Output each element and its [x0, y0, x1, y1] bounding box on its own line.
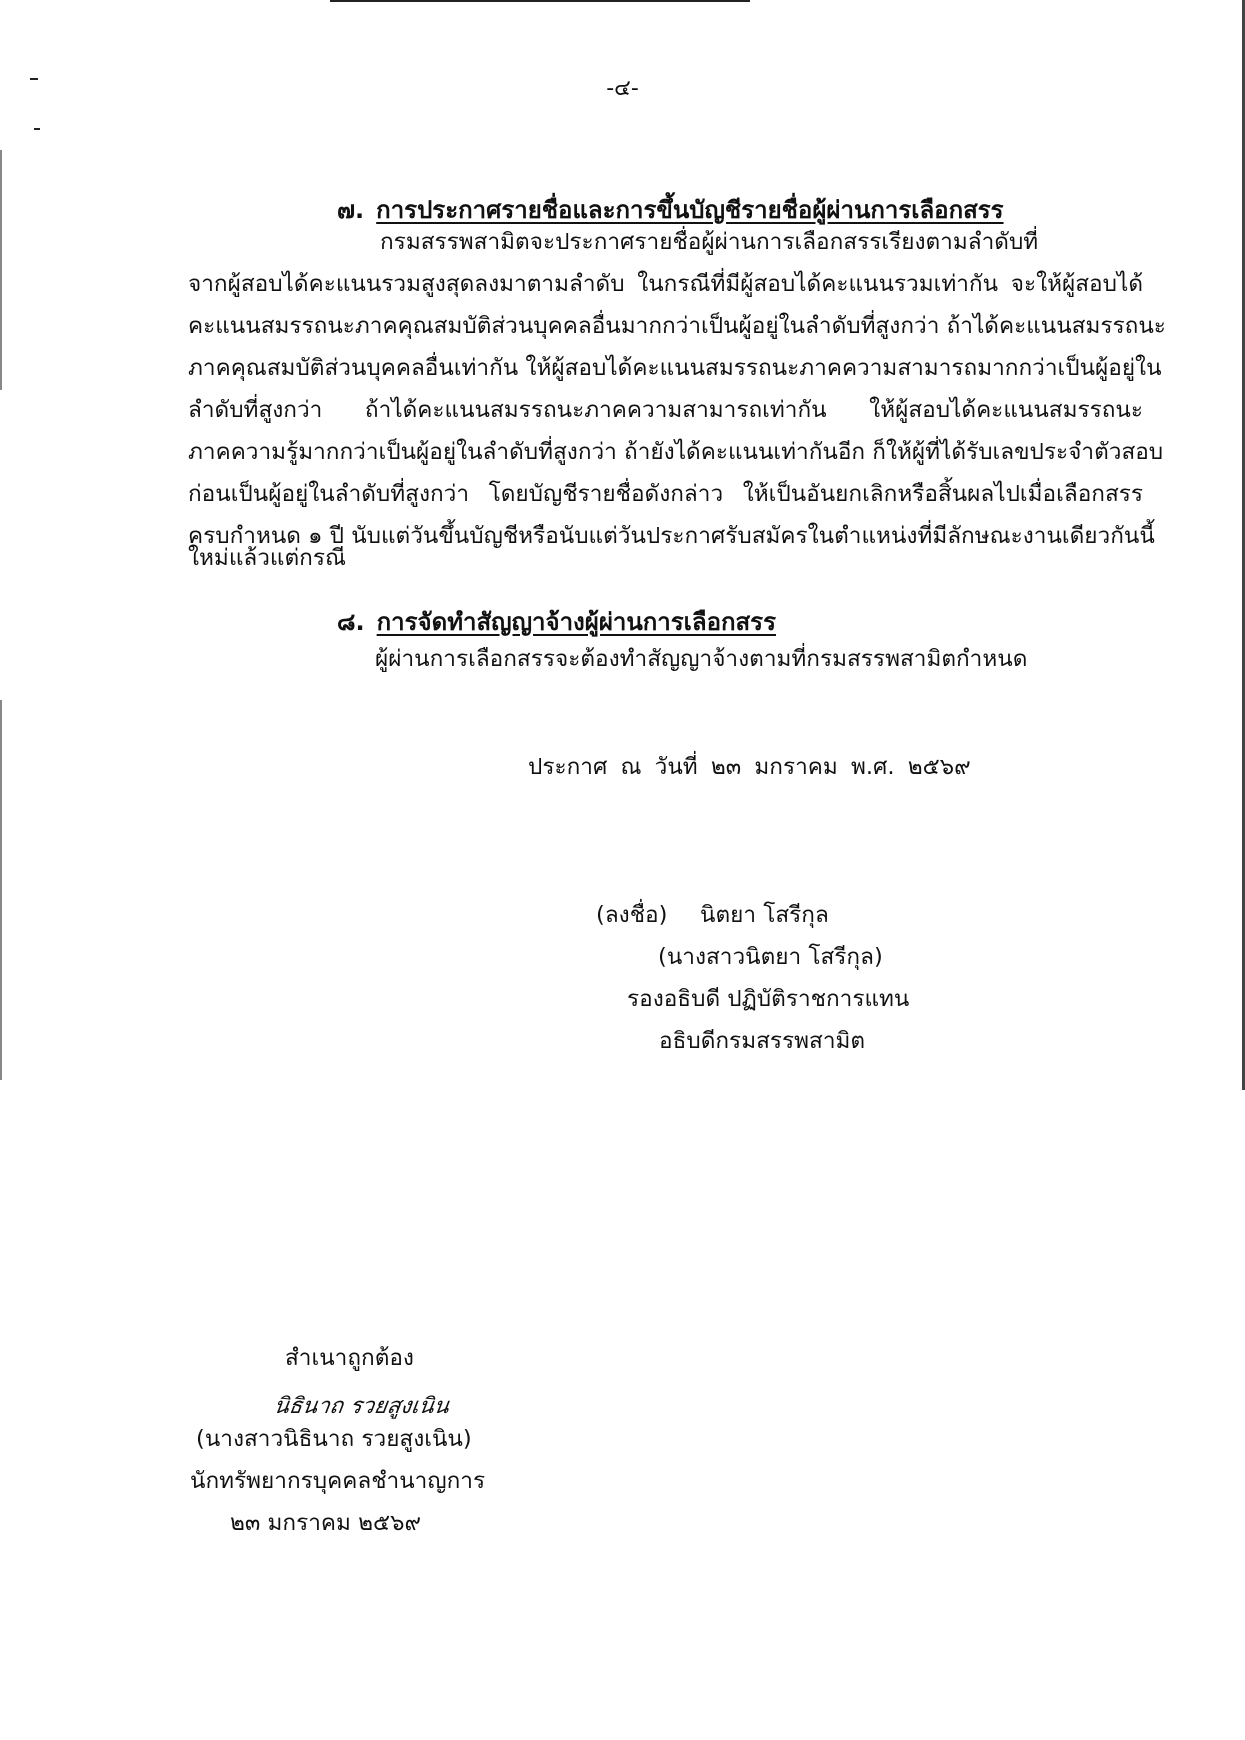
certifier-position: นักทรัพยากรบุคคลชำนาญการ — [190, 1468, 486, 1494]
section-8-title: การจัดทำสัญญาจ้างผู้ผ่านการเลือกสรร — [376, 608, 776, 636]
section-7-number: ๗. — [337, 196, 365, 224]
section-7-title: การประกาศรายชื่อและการขึ้นบัญชีรายชื่อผู้ผ่านการเลือกสรร — [376, 196, 1004, 224]
handwritten-signature: นิธินาถ รวยสูงเนิน — [272, 1394, 451, 1419]
paragraph-line: ใหม่แล้วแต่กรณี — [188, 545, 346, 571]
signer-position-1: รองอธิบดี ปฏิบัติราชการแทน — [627, 986, 910, 1012]
certified-copy-label: สำเนาถูกต้อง — [285, 1345, 414, 1371]
signer-position-2: อธิบดีกรมสรรพสามิต — [659, 1028, 866, 1054]
paragraph-line: คะแนนสมรรถนะภาคคุณสมบัติส่วนบุคคลอื่นมากกว่าเป็นผู้อยู่ในลำดับที่สูงกว่า ถ้าได้คะแนนสมรรถนะ — [188, 313, 1166, 339]
certifier-name: (นางสาวนิธินาถ รวยสูงเนิน) — [196, 1426, 472, 1452]
section-8-number: ๘. — [337, 608, 365, 636]
signed-name: นิตยา โสรีกุล — [700, 902, 829, 928]
paragraph-line: ลำดับที่สูงกว่า ถ้าได้คะแนนสมรรถนะภาคความสามารถเท่ากัน ให้ผู้สอบได้คะแนนสมรรถนะ — [188, 397, 1143, 423]
scan-mark-left-edge — [0, 150, 2, 390]
announcement-date: ประกาศ ณ วันที่ ๒๓ มกราคม พ.ศ. ๒๕๖๙ — [528, 754, 971, 780]
signer-full-name: (นางสาวนิตยา โสรีกุล) — [658, 944, 883, 970]
paragraph-line: ก่อนเป็นผู้อยู่ในลำดับที่สูงกว่า โดยบัญชีรายชื่อดังกล่าว ให้เป็นอันยกเลิกหรือสิ้นผลไปเมื่อเลือกสรร — [188, 481, 1143, 507]
certified-date: ๒๓ มกราคม ๒๕๖๙ — [230, 1510, 421, 1536]
scan-mark-top — [330, 0, 750, 2]
scan-mark-left-edge-2 — [0, 700, 2, 1080]
section-8-body: ผู้ผ่านการเลือกสรรจะต้องทำสัญญาจ้างตามที่กรมสรรพสามิตกำหนด — [375, 646, 1028, 672]
section-8-heading — [337, 602, 776, 641]
paragraph-line: ภาคคุณสมบัติส่วนบุคคลอื่นเท่ากัน ให้ผู้สอบได้คะแนนสมรรถนะภาคความสามารถมากกว่าเป็นผู้อยู่ใน — [188, 355, 1162, 381]
page-number: -๔- — [606, 76, 639, 101]
paragraph-line: ภาคความรู้มากกว่าเป็นผู้อยู่ในลำดับที่สูงกว่า ถ้ายังได้คะแนนเท่ากันอีก ก็ให้ผู้ที่ได้รับเลขประจำตัวสอบ — [188, 439, 1164, 465]
scan-mark-left-dot-2 — [34, 128, 40, 130]
signed-label: (ลงชื่อ) — [596, 902, 668, 928]
paragraph-line: ครบกำหนด ๑ ปี นับแต่วันขึ้นบัญชีหรือนับแต่วันประกาศรับสมัครในตำแหน่งที่มีลักษณะงานเดียวกันนี้ — [188, 523, 1155, 549]
paragraph-line: จากผู้สอบได้คะแนนรวมสูงสุดลงมาตามลำดับ ในกรณีที่มีผู้สอบได้คะแนนรวมเท่ากัน จะให้ผู้สอบได้ — [188, 271, 1143, 297]
paragraph-line: กรมสรรพสามิตจะประกาศรายชื่อผู้ผ่านการเลือกสรรเรียงตามลำดับที่ — [380, 229, 1039, 255]
